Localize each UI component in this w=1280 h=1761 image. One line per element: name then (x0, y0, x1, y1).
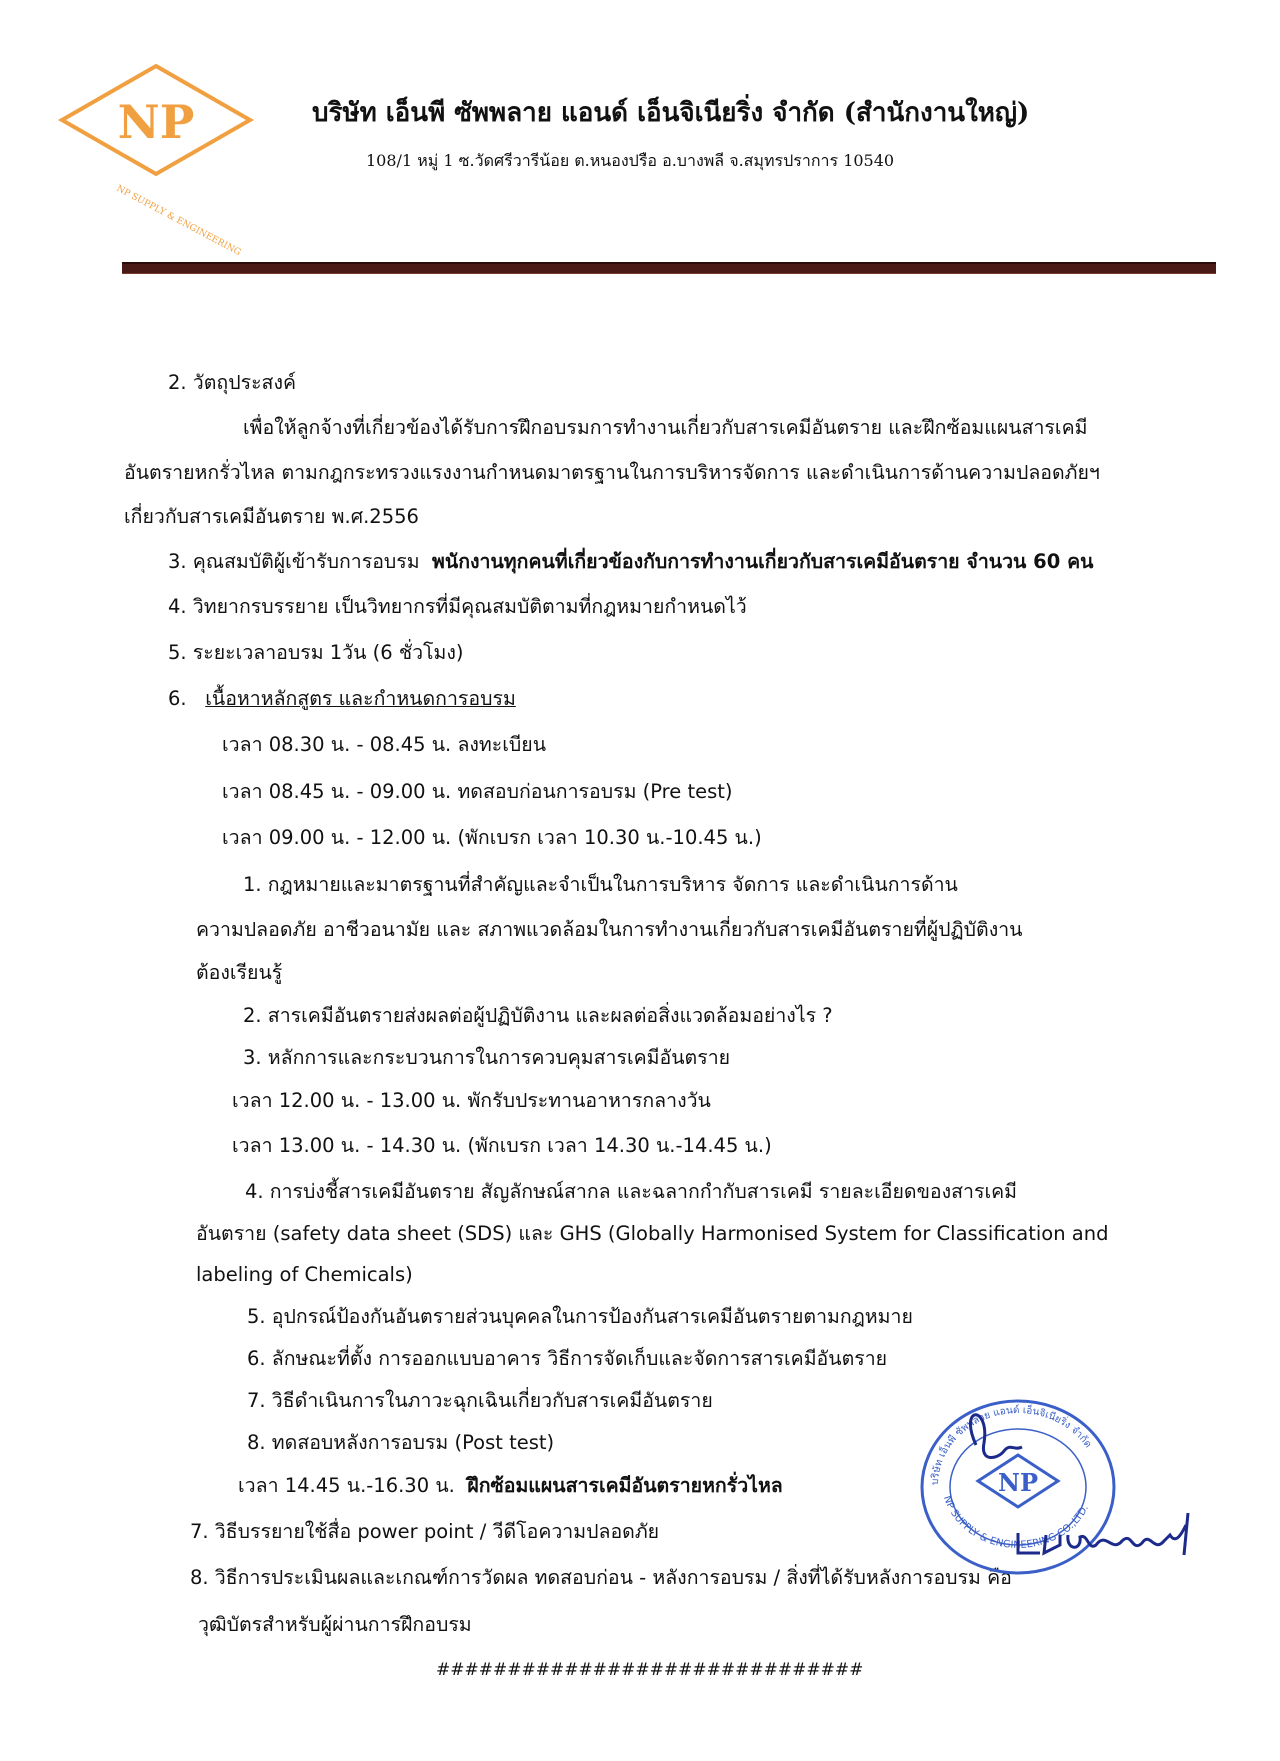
topic-1-line-1: 1. กฎหมายและมาตรฐานที่สำคัญและจำเป็นในการบริหาร จัดการ และดำเนินการด้าน (243, 873, 958, 896)
header-divider (122, 262, 1216, 274)
item-8-line-2: วุฒิบัตรสำหรับผู้ผ่านการฝึกอบรม (198, 1613, 472, 1636)
item-4: 4. วิทยากรบรรยาย เป็นวิทยากรที่มีคุณสมบัติตามที่กฎหมายกำหนดไว้ (168, 595, 747, 618)
topic-5: 5. อุปกรณ์ป้องกันอันตรายส่วนบุคคลในการป้องกันสารเคมีอันตรายตามกฎหมาย (247, 1305, 913, 1328)
logo-mark: NP (117, 95, 195, 149)
seal-ring-text-en: NP SUPPLY & ENGINEERING CO.,LTD. (941, 1494, 1092, 1551)
schedule-1: เวลา 08.30 น. - 08.45 น. ลงทะเบียน (222, 733, 547, 756)
topic-3: 3. หลักการและกระบวนการในการควบคุมสารเคมีอันตราย (243, 1046, 731, 1069)
company-logo (56, 62, 256, 259)
schedule-4: เวลา 12.00 น. - 13.00 น. พักรับประทานอาหารกลางวัน (232, 1089, 711, 1112)
item-3 (168, 547, 1093, 577)
item-6 (168, 684, 516, 714)
schedule-6-activity: ฝึกซ้อมแผนสารเคมีอันตรายหกรั่วไหล (467, 1474, 783, 1497)
item-8-line-1: 8. วิธีการประเมินผลและเกณฑ์การวัดผล ทดสอบก่อน - หลังการอบรม / สิ่งที่ได้รับหลังการอบรม คือ (190, 1566, 1012, 1589)
topic-8: 8. ทดสอบหลังการอบรม (Post test) (247, 1431, 555, 1454)
seal-center-mark: NP (998, 1468, 1038, 1497)
objective-line-2: อันตรายหกรั่วไหล ตามกฎกระทรวงแรงงานกำหนดมาตรฐานในการบริหารจัดการ และดำเนินการด้านความปลอดภัยฯ (124, 461, 1100, 484)
item-6-number: 6. (168, 687, 187, 710)
seal-ring-text: บริษัท เอ็นพี ซัพพลาย แอนด์ เอ็นจิเนียริ่ง จำกัด (929, 1404, 1094, 1486)
topic-2: 2. สารเคมีอันตรายส่งผลต่อผู้ปฏิบัติงาน และผลต่อสิ่งแวดล้อมอย่างไร ? (243, 1004, 833, 1027)
objective-heading: 2. วัตถุประสงค์ (168, 371, 297, 394)
schedule-2: เวลา 08.45 น. - 09.00 น. ทดสอบก่อนการอบรม (Pre test) (222, 780, 733, 803)
signature-scrawl (1018, 1513, 1188, 1555)
topic-1-line-3: ต้องเรียนรู้ (196, 961, 283, 984)
objective-line-3: เกี่ยวกับสารเคมีอันตราย พ.ศ.2556 (124, 505, 419, 528)
logo-caption: NP SUPPLY & ENGINEERING (114, 183, 243, 259)
schedule-6 (238, 1471, 783, 1501)
schedule-5: เวลา 13.00 น. - 14.30 น. (พักเบรก เวลา 14.30 น.-14.45 น.) (232, 1134, 772, 1157)
topic-6: 6. ลักษณะที่ตั้ง การออกแบบอาคาร วิธีการจัดเก็บและจัดการสารเคมีอันตราย (247, 1347, 888, 1370)
topic-7: 7. วิธีดำเนินการในภาวะฉุกเฉินเกี่ยวกับสารเคมีอันตราย (247, 1389, 713, 1412)
topic-1-line-2: ความปลอดภัย อาชีวอนามัย และ สภาพแวดล้อมในการทำงานเกี่ยวกับสารเคมีอันตรายที่ผู้ปฏิบัติงาน (196, 918, 1023, 941)
schedule-3: เวลา 09.00 น. - 12.00 น. (พักเบรก เวลา 10.30 น.-10.45 น.) (222, 826, 762, 849)
objective-line-1: เพื่อให้ลูกจ้างที่เกี่ยวข้องได้รับการฝึกอบรมการทำงานเกี่ยวกับสารเคมีอันตราย และฝึกซ้อมแผนสารเคมี (243, 416, 1088, 439)
company-seal (918, 1385, 1228, 1579)
item-3-label: 3. คุณสมบัติผู้เข้ารับการอบรม (168, 550, 420, 573)
item-7: 7. วิธีบรรยายใช้สื่อ power point / วีดีโอความปลอดภัย (190, 1520, 660, 1543)
item-3-value: พนักงานทุกคนที่เกี่ยวข้องกับการทำงานเกี่ยวกับสารเคมีอันตราย จำนวน 60 คน (432, 550, 1094, 573)
item-6-title: เนื้อหาหลักสูตร และกำหนดการอบรม (205, 687, 516, 710)
topic-4-line-3: labeling of Chemicals) (196, 1263, 413, 1286)
end-marks: ############################## (436, 1660, 864, 1680)
company-address: 108/1 หมู่ 1 ซ.วัดศรีวารีน้อย ต.หนองปรือ อ.บางพลี จ.สมุทรปราการ 10540 (366, 151, 895, 170)
topic-4-line-1: 4. การบ่งชี้สารเคมีอันตราย สัญลักษณ์สากล และฉลากกำกับสารเคมี รายละเอียดของสารเคมี (245, 1180, 1018, 1203)
company-name: บริษัท เอ็นพี ซัพพลาย แอนด์ เอ็นจิเนียริ่ง จำกัด (สำนักงานใหญ่) (312, 98, 1030, 128)
schedule-6-time: เวลา 14.45 น.-16.30 น. (238, 1474, 455, 1497)
item-5: 5. ระยะเวลาอบรม 1วัน (6 ชั่วโมง) (168, 641, 464, 664)
topic-4-line-2: อันตราย (safety data sheet (SDS) และ GHS (Globally Harmonised System for Classification and (196, 1222, 1109, 1245)
